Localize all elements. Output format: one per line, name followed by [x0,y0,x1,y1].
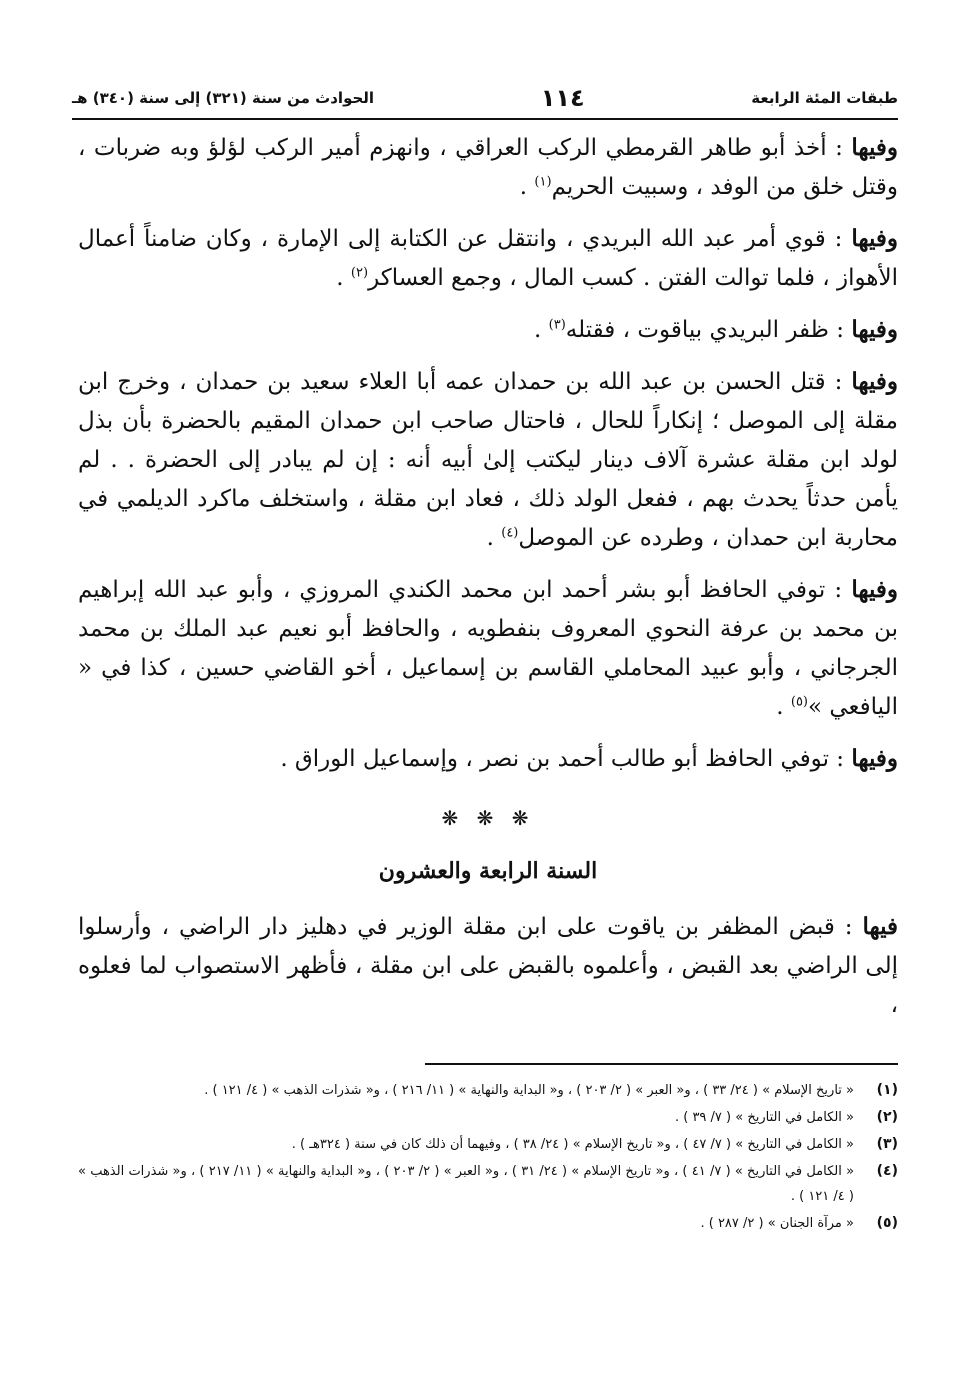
paragraph-lead: وفيها [851,576,898,603]
footnote-number: (٣) [876,1136,898,1152]
paragraph-end: . [519,174,535,200]
paragraph-text: : توفي الحافظ أبو بشر أحمد ابن محمد الكندي المروزي ، وأبو عبد الله إبراهيم بن محمد بن عرفة النحوي المعروف بنفطويه ، والحافظ أبو نعيم عبد الملك بن محمد الجرجاني ، وأبو عبيد المحاملي القاسم بن إسماعيل ، أخو القاضي حسين ، كذا في « اليافعي » [78,577,898,720]
footnote-number: (٥) [876,1215,898,1231]
paragraph [78,128,898,207]
paragraph [78,310,898,350]
paragraph [78,219,898,298]
paragraph [78,362,898,558]
footnote-item [78,1159,898,1209]
paragraph-lead: وفيها [851,316,898,343]
page-number: ١١٤ [540,84,585,112]
paragraph [78,570,898,727]
paragraph-end: . [776,694,791,720]
footnote-number: (٤) [876,1163,898,1179]
header-divider [72,118,898,120]
paragraph-end: . [534,317,549,343]
paragraph-lead: فيها [862,913,898,940]
header-chapter-title: الحوادث من سنة (٣٢١) إلى سنة (٣٤٠) هـ [72,89,375,107]
footnote-ref[interactable]: (٣) [548,317,566,333]
footnote-text: « تاريخ الإسلام » ( ٢٤/ ٣٣ ) ، و« العبر » ( ٢/ ٢٠٣ ) ، و« البداية والنهاية » ( ١١/ ٢١٦ ) ، و« شذرات الذهب » ( ٤/ ١٢١ ) . [204,1083,854,1098]
footnote-ref[interactable]: (٤) [501,525,519,541]
footnote-item [78,1078,898,1103]
paragraph-lead: وفيها [851,225,898,252]
paragraph-text: : قتل الحسن بن عبد الله بن حمدان عمه أبا العلاء سعيد بن حمدان ، وخرج ابن مقلة إلى الموصل ؛ إنكاراً للحال ، فاحتال صاحب ابن حمدان المقيم بالحضرة بأن بذل لولد ابن مقلة عشرة آلاف دينار ليكتب إلىٰ أبيه أنه : إن لم يبادر إلى الحضرة . . لم يأمن حدثاً يحدث بهم ، ففعل الولد ذلك ، فعاد ابن مقلة ، واستخلف ماكرد الديلمي في محاربة ابن حمدان ، وطرده عن الموصل [78,369,898,551]
footnote-text: « الكامل في التاريخ » ( ٧/ ٣٩ ) . [674,1110,854,1125]
paragraph-lead: وفيها [851,134,898,161]
paragraph-text: : قوي أمر عبد الله البريدي ، وانتقل عن الكتابة إلى الإمارة ، وكان ضامناً أعمال الأهواز ، فلما توالت الفتن . كسب المال ، وجمع العساكر [78,226,898,291]
section-separator: ❋ ❋ ❋ [441,806,535,830]
footnote-ref[interactable]: (١) [534,174,552,190]
footnote-ref[interactable]: (٢) [350,265,369,281]
footnote-item [78,1211,898,1236]
paragraph-text: : ظفر البريدي بياقوت ، فقتله [565,317,852,343]
paragraph-end: . [486,525,502,551]
section-heading: السنة الرابعة والعشرون [378,858,598,884]
paragraph-text: : قبض المظفر بن ياقوت على ابن مقلة الوزير في دهليز دار الراضي ، وأرسلوا إلى الراضي بعد القبض ، وأعلموه بالقبض على ابن مقلة ، فأظهر الاستصواب لما فعلوه ، [78,914,898,1018]
paragraph-lead: وفيها [851,745,898,772]
footnote-text: « الكامل في التاريخ » ( ٧/ ٤١ ) ، و« تاريخ الإسلام » ( ٢٤/ ٣١ ) ، و« العبر » ( ٢/ ٢٠٣ ) ، و« البداية والنهاية » ( ١١/ ٢١٧ ) ، و« شذرات الذهب » ( ٤/ ١٢١ ) . [78,1164,855,1204]
footnote-item [78,1105,898,1130]
footnote-text: « الكامل في التاريخ » ( ٧/ ٤٧ ) ، و« تاريخ الإسلام » ( ٢٤/ ٣٨ ) ، وفيهما أن ذلك كان في سنة ( ٣٢٤هـ ) . [291,1137,854,1152]
footnote-item [78,1132,898,1157]
footnote-text: « مرآة الجنان » ( ٢/ ٢٨٧ ) . [700,1216,854,1231]
footnote-number: (٢) [876,1109,898,1125]
footnote-ref[interactable]: (٥) [790,694,808,710]
paragraph [78,739,898,779]
paragraph-end: . [336,265,351,291]
footnote-divider [425,1063,898,1065]
running-header [72,78,898,118]
paragraph-lead: وفيها [851,368,898,395]
footnote-number: (١) [876,1082,898,1098]
paragraph-text: : أخذ أبو طاهر القرمطي الركب العراقي ، وانهزم أمير الركب لؤلؤ وبه ضربات ، وقتل خلق من الوفد ، وسبيت الحريم [78,135,898,200]
paragraph-text: : توفي الحافظ أبو طالب أحمد بن نصر ، وإسماعيل الوراق . [280,746,852,772]
paragraph [78,907,898,1025]
footnotes [78,1078,898,1238]
header-book-title: طبقات المئة الرابعة [751,89,898,107]
main-text [78,128,898,1037]
